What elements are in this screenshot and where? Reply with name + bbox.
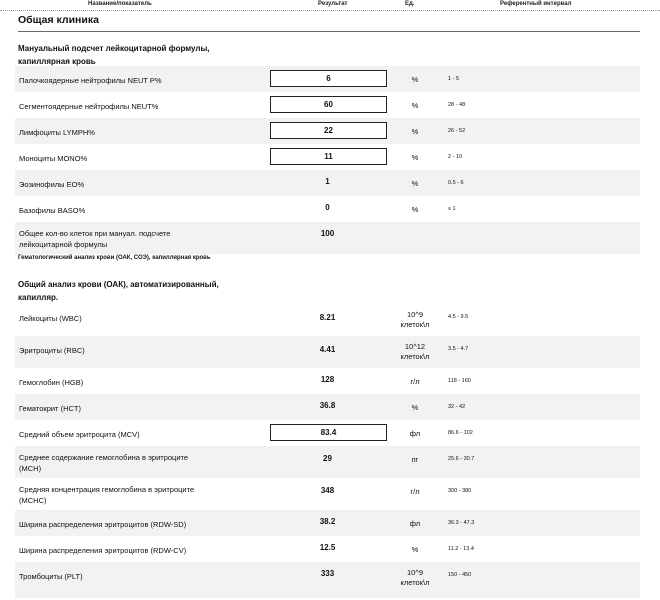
row-unit: %: [411, 403, 419, 412]
row-unit: фл: [409, 429, 421, 438]
row-unit: %: [411, 545, 419, 554]
group-title-manual-count: [18, 42, 210, 68]
row-result: 4.41: [319, 345, 336, 354]
row-reference: 11.2 - 13.4: [448, 546, 474, 552]
row-unit: [385, 342, 445, 362]
row-reference: 4.5 - 9.5: [448, 314, 469, 320]
row-reference: 25.6 - 30.7: [448, 456, 475, 462]
row-unit: %: [411, 205, 419, 214]
row-result: 100: [320, 229, 335, 238]
row-result: 38.2: [319, 517, 336, 526]
row-name: Средний объем эритроцита (MCV): [19, 430, 140, 439]
column-header-name: Название/показатель: [88, 1, 152, 7]
row-unit: г/л: [410, 487, 420, 496]
row-result: 6: [270, 70, 387, 87]
row-name: Тромбоциты (PLT): [19, 572, 83, 581]
row-result: 22: [270, 122, 387, 139]
row-name: [19, 452, 249, 474]
subheading: Гематологический анализ крови (ОАК, СОЭ), капиллярная кровь: [18, 255, 211, 261]
column-header-unit: Ед.: [405, 1, 415, 7]
row-unit: г/л: [410, 377, 420, 386]
row-reference: 3.5 - 4.7: [448, 346, 469, 352]
table-row: [15, 562, 640, 598]
row-result: 36.8: [319, 401, 336, 410]
row-result: 11: [270, 148, 387, 165]
row-name: Гемоглобин (HGB): [19, 378, 84, 387]
group-title-line: капилляр.: [18, 293, 59, 302]
table-row: [15, 394, 640, 420]
row-reference: 36.3 - 47.3: [448, 520, 475, 526]
row-name: Эозинофилы EO%: [19, 180, 85, 189]
column-header-bar: [0, 0, 660, 11]
row-name: Моноциты MONO%: [19, 154, 88, 163]
group-title-cbc: [18, 278, 219, 304]
table-row: [15, 118, 640, 144]
row-unit: [385, 568, 445, 588]
row-reference: ≤ 1: [448, 206, 456, 212]
row-name-line: Среднее содержание гемоглобина в эритроците: [19, 453, 189, 462]
table-row: [15, 368, 640, 394]
row-result: 29: [323, 454, 332, 463]
row-unit-line: клеток\л: [400, 352, 430, 361]
row-unit-line: 10^9: [406, 568, 424, 577]
table-row: [15, 92, 640, 118]
row-name: Базофилы BASO%: [19, 206, 86, 215]
table-row: [15, 66, 640, 92]
row-name: Лимфоциты LYMPH%: [19, 128, 95, 137]
row-unit: пг: [411, 455, 419, 464]
row-reference: 2 - 10: [448, 154, 463, 160]
table-row: [15, 196, 640, 222]
row-name: Лейкоциты (WBC): [19, 314, 82, 323]
row-reference: 0.5 - 6: [448, 180, 464, 186]
row-name-line: (MCHC): [19, 496, 47, 505]
row-name: Палочкоядерные нейтрофилы NEUT P%: [19, 76, 162, 85]
row-unit: %: [411, 179, 419, 188]
row-reference: 26 - 52: [448, 128, 466, 134]
row-name-line: Общее кол-во клеток при мануал. подсчете: [19, 229, 171, 238]
row-result: 333: [320, 569, 335, 578]
table-row: [15, 304, 640, 336]
group-title-line: Общий анализ крови (ОАК), автоматизированный,: [18, 280, 219, 289]
row-result: 0: [325, 203, 330, 212]
table-row: [15, 170, 640, 196]
table-row: [15, 420, 640, 446]
row-unit-line: 10^9: [406, 310, 424, 319]
column-header-reference: Референтный интервал: [500, 1, 572, 7]
row-unit-line: 10^12: [404, 342, 426, 351]
row-name-line: Средняя концентрация гемоглобина в эритроците: [19, 485, 195, 494]
row-reference: 86.6 - 102: [448, 430, 473, 436]
row-unit: %: [411, 127, 419, 136]
row-name-line: (MCH): [19, 464, 42, 473]
row-name: Сегментоядерные нейтрофилы NEUT%: [19, 102, 159, 111]
column-header-result: Результат: [318, 1, 348, 7]
row-result: 8.21: [319, 313, 336, 322]
table-row: [15, 510, 640, 536]
row-reference: 118 - 160: [448, 378, 471, 384]
row-result: 1: [325, 177, 330, 186]
row-result: 83.4: [270, 424, 387, 441]
table-row: [15, 478, 640, 510]
row-result: 60: [270, 96, 387, 113]
row-reference: 300 - 380: [448, 488, 472, 494]
row-unit-line: клеток\л: [400, 320, 430, 329]
row-name: Эритроциты (RBC): [19, 346, 85, 355]
group-title-line: капиллярная кровь: [18, 57, 96, 66]
row-result: 12.5: [319, 543, 336, 552]
row-unit: [385, 310, 445, 330]
row-name: [19, 484, 249, 506]
row-reference: 32 - 42: [448, 404, 466, 410]
table-row: [15, 222, 640, 254]
row-unit: фл: [409, 519, 421, 528]
table-row: [15, 446, 640, 478]
row-unit: %: [411, 153, 419, 162]
row-name: Ширина распределения эритроцитов (RDW-SD): [19, 520, 187, 529]
row-name: [19, 228, 249, 250]
row-reference: 28 - 48: [448, 102, 466, 108]
row-reference: 150 - 450: [448, 572, 472, 578]
section-title: Общая клиника: [18, 14, 640, 32]
table-row: [15, 144, 640, 170]
row-result: 128: [320, 375, 335, 384]
table-row: [15, 536, 640, 562]
table-row: [15, 336, 640, 368]
row-name-line: лейкоцитарной формулы: [19, 240, 108, 249]
row-result: 348: [320, 486, 335, 495]
row-unit: %: [411, 101, 419, 110]
group-title-line: Мануальный подсчет лейкоцитарной формулы,: [18, 44, 210, 53]
row-unit-line: клеток\л: [400, 578, 430, 587]
row-unit: %: [411, 75, 419, 84]
row-reference: 1 - 5: [448, 76, 460, 82]
row-name: Гематокрит (HCT): [19, 404, 81, 413]
row-name: Ширина распределения эритроцитов (RDW-CV): [19, 546, 187, 555]
